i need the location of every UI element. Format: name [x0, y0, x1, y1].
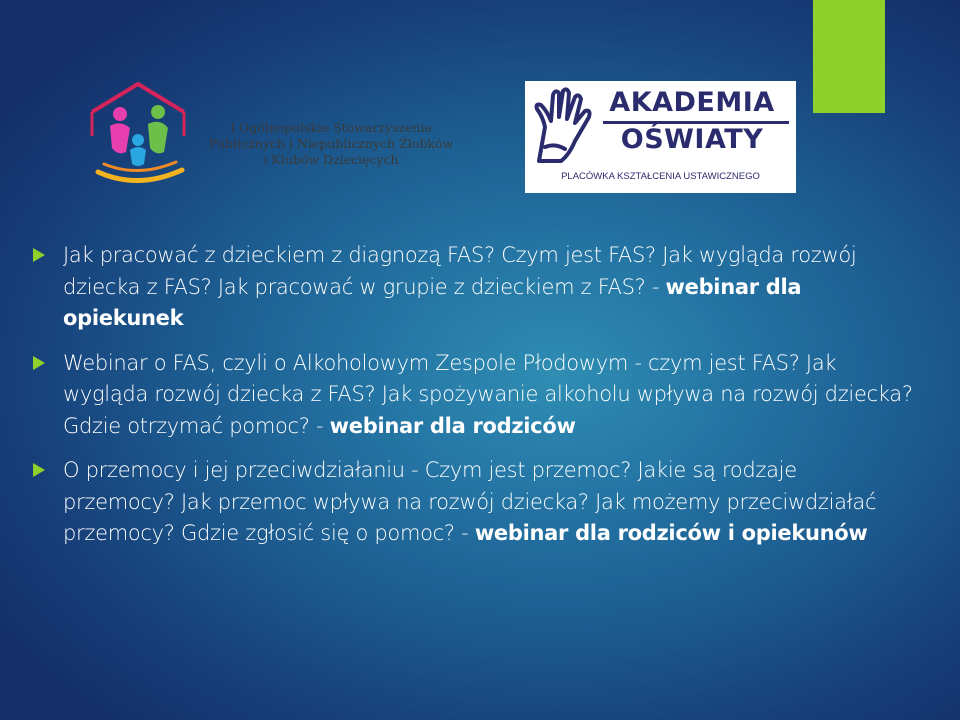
triangle-bullet-icon: [33, 356, 45, 370]
akademia-subtitle: PLACÓWKA KSZTAŁCENIA USTAWICZNEGO: [561, 171, 760, 182]
bullet-audience: webinar dla rodziców i opiekunów: [474, 521, 868, 545]
bullet-text: [63, 348, 913, 443]
bullet-audience: webinar dla rodziców: [329, 413, 576, 438]
accent-rectangle: [813, 0, 885, 113]
akademia-title-line1: AKADEMIA: [609, 87, 775, 118]
bullet-text: [63, 240, 913, 335]
bullet-body: Webinar o FAS, czyli o Alkoholowym Zespole Płodowym - czym jest FAS? Jak wygląda rozwój dziecka z FAS? Jak spożywanie alkoholu wpływa na rozwój dziecka? Gdzie otrzymać pomoc? -: [63, 350, 913, 438]
akademia-oswiaty-logo: [525, 81, 796, 193]
bullet-item: [33, 455, 913, 550]
bullet-audience: webinar dla opiekunek: [63, 274, 802, 330]
triangle-bullet-icon: [33, 463, 45, 477]
association-name-line: Publicznych i Niepublicznych Żłobków: [208, 136, 454, 151]
akademia-title-line2: OŚWIATY: [620, 124, 764, 155]
bullet-text: [63, 455, 913, 550]
bullet-list: [33, 240, 913, 563]
association-name-line: i Klubów Dziecięcych: [263, 152, 399, 167]
bullet-item: [33, 240, 913, 335]
association-name: [196, 120, 466, 168]
hand-icon: [531, 87, 593, 165]
association-logo: [86, 78, 466, 190]
bullet-body: Jak pracować z dzieckiem z diagnozą FAS? Czym jest FAS? Jak wygląda rozwój dziecka z FAS? Jak pracować w grupie z dzieckiem z FAS? -: [63, 243, 857, 299]
triangle-bullet-icon: [33, 248, 45, 262]
bullet-body: O przemocy i jej przeciwdziałaniu - Czym jest przemoc? Jakie są rodzaje przemocy? Jak przemoc wpływa na rozwój dziecka? Jak możemy przeciwdziałać przemocy? Gdzie zgłosić się o pomoc? -: [63, 458, 877, 545]
bullet-item: [33, 348, 913, 443]
house-family-icon: [86, 78, 196, 190]
association-name-line: I Ogólnopolskie Stowarzyszenie: [230, 120, 432, 135]
